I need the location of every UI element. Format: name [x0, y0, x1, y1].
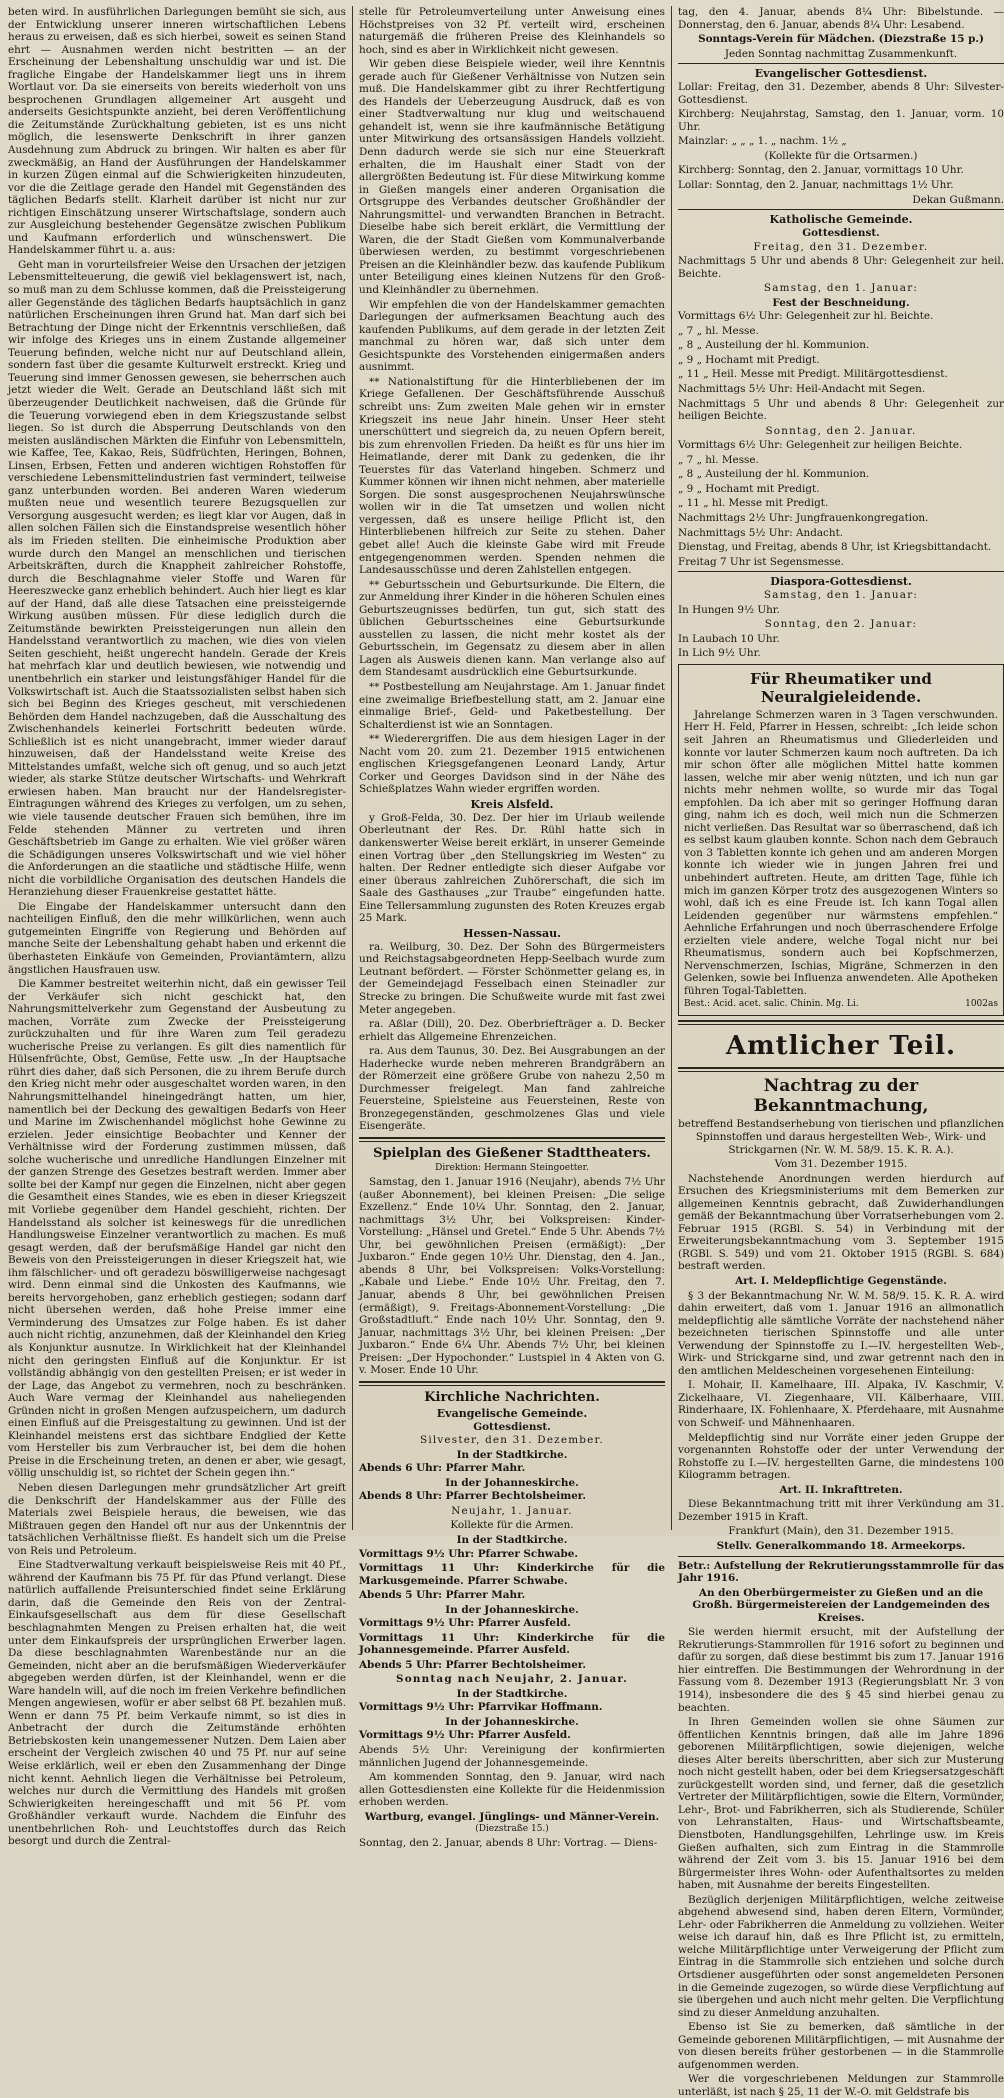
section-rule	[678, 1020, 1004, 1025]
article-paragraph: Wir empfehlen die von der Handelskammer gemachten Darlegungen der aufmerksamen Beachtung auch des kaufenden Publikums, auf dem gerade in der letzten Zeit manchmal zu hören war, daß sich unter dem Gesichtspunkte des Vorstehenden einigermaßen anders ausnimmt.	[359, 298, 665, 374]
announcement-paragraph: Bezüglich derjenigen Militärpflichtigen, welche zeitweise abgehend abwesend sind, haben deren Eltern, Vormünder, Lehr- oder Fabrikherren die Anmeldung zu vollziehen. Weiter weise ich darauf hin, daß es Ihre Pflicht ist, zu ermitteln, welche Militärpflichtige unter Verweigerung der Pflicht zum Eintrag in die Stammrolle sich entziehen und solche durch Ortsdiener ausgeführten oder sonst angemeldeten Personen in die Gemeinde zugezogen, so würde diese Verpflichtung auf sie übergehen und auch nicht mehr gelten. Die Verpflichtung sind zu dieser Anmeldung anzuhalten.	[678, 1893, 1004, 2019]
section-heading-kreis: Kreis Alsfeld.	[470, 797, 554, 811]
service-line: Vormittags 6½ Uhr: Gelegenheit zur hl. Beichte.	[678, 310, 934, 323]
column-3	[678, 6, 1004, 2098]
catholic-heading: Katholische Gemeinde.	[769, 213, 913, 227]
announcement-paragraph: I. Mohair, II. Kamelhaare, III. Alpaka, IV. Kaschmir, V. Zickelhaare, VI. Ziegenhaare, VII. Kälberhaare, VIII. Rinderhaare, IX. Fohlenhaare, X. Pferdehaare, mit Ausnahme von Schweif- und Mähnenhaaren.	[678, 1379, 1004, 1430]
news-item: ** Wiederergriffen. Die aus dem hiesigen Lager in der Nacht vom 20. zum 21. Dezember 1915 entwichenen englischen Kriegsgefangenen Leonard Landy, Artur Corker und Georges Davidson sind in der Nähe des Schießplatzes Wahn wieder ergriffen worden.	[359, 733, 665, 796]
news-item: ** Postbestellung am Neujahrstage. Am 1. Januar findet eine zweimalige Briefbestellung statt, am 2. Januar eine einmalige Brief-, Geld- und Paketbestellung. Der Schalterdienst ist wie an Sonntagen.	[359, 680, 665, 731]
ad-ingredients: Best.: Acid. acet. salic. Chinin. Mg. Li.	[684, 999, 859, 1010]
ad-headline: Für Rheumatiker und Neuralgieleidende.	[750, 669, 932, 706]
theater-heading: Spielplan des Gießener Stadttheaters.	[373, 1146, 651, 1162]
announcement-subtitle: betreffend Bestandserhebung von tierischen und pflanzlichen Spinnstoffen und daraus hergestellten Web-, Wirk- und Strickgarnen (Nr. W. M. 58/9. 15. K. R. A.).	[678, 1118, 1004, 1156]
theater-schedule: Samstag, den 1. Januar 1916 (Neujahr), abends 7½ Uhr (außer Abonnement), bei kleinen Preisen: „Die selige Exzellenz.“ Ende 10¼ Uhr. Sonntag, den 2. Januar, nachmittags 3½ Uhr, bei Volkspreisen: Kinder-Vorstellung: „Hänsel und Gretel.“ Ende 5 Uhr. Abends 7½ Uhr, bei gewöhnlichen Preisen (ermäßigt): „Der Juxbaron.“ Ende gegen 10½ Uhr. Dienstag, den 4. Jan., abends 8 Uhr, bei Volkspreisen: Volks-Vorstellung: „Kabale und Liebe.“ Ende 10½ Uhr. Freitag, den 7. Januar, abends 8 Uhr, bei gewöhnlichen Preisen (ermäßigt), 9. Freitags-Abonnement-Vorstellung: „Die Großstadtluft.“ Ende nach 10½ Uhr. Sonntag, den 9. Januar, nachmittags 3½ Uhr, bei kleinen Preisen: „Der Juxbaron.“ Ende 6¼ Uhr. Abends 7½ Uhr, bei kleinen Preisen: „Der Hypochonder.“ Lustspiel in 4 Akten von G. v. Moser. Ende 10 Uhr.	[359, 1176, 665, 1377]
section-rule	[359, 1137, 665, 1142]
announcement-paragraph: Ebenso ist Sie zu bemerken, daß sämtliche in der Gemeinde geborenen Militärpflichtigen, — mit Ausnahme der von diesen bereits früher gestorbenen — in die Stammrolle aufgenommen werden.	[678, 2021, 1004, 2071]
ad-body: Jahrelange Schmerzen waren in 3 Tagen verschwunden. Herr H. Feld, Pfarrer in Hessen, schreibt: „Ich leide schon seit Jahren an Rheumatismus und Gliederleiden und konnte vor lauter Schmerzen kaum noch auftreten. Da ich mir schon öfter alle möglichen Mittel hatte kommen lassen, welche mir aber wenig nützten, und ich nun gar nichts mehr nehmen wollte, so wurde mir das Togal empfohlen. Da ich aber mit so geringer Hoffnung daran ging, nahm ich es doch, weil mich nun die Schmerzen nicht verließen. Das Resultat war so überraschend, daß ich es selbst kaum glauben konnte. Schon nach dem Gebrauch von 3 Tabletten konnte ich gehen und am anderen Morgen konnte ich wieder wie in jungen Jahren frei und unbehindert auftreten. Heute, am dritten Tage, fühle ich mich im ganzen Körper trotz des ausgezogenen Winters so wohl, daß ich es eine Freude ist. Ich kann Togal allen Leidenden gegenüber nur wärmstens empfehlen.“ Aehnliche Erfahrungen und noch überraschendere Erfolge erzielten viele andere, welche Togal nicht nur bei Rheumatismus, sondern auch bei Kopfschmerzen, Nervenschmerzen, Ischias, Migräne, Schmerzen in den Gelenken, sowie bei Influenza anwendeten. Alle Apotheken führen Togal-Tabletten.	[684, 708, 998, 997]
section-rule	[678, 63, 1004, 64]
service-date: Neujahr, 1. Januar.	[451, 1504, 573, 1517]
signature: Dekan Gußmann.	[912, 193, 1004, 206]
service-line: Nachmittags 5½ Uhr: Heil-Andacht mit Segen.	[678, 383, 926, 396]
article-paragraph: Geht man in vorurteilsfreier Weise den Ursachen der jetzigen Lebensmittelteuerung, die gewiß viel beklagenswert ist, nach, so muß man zu dem Schlusse kommen, daß die Preissteigerung aller Gegenstände des täglichen Bedarfs hauptsächlich in ganz natürlichen Erscheinungen ihren Grund hat. Man darf sich bei Betrachtung der Dinge nicht der Erkenntnis verschließen, daß wir infolge des Krieges uns in einem Zustande allgemeiner Teuerung befinden, welche nicht nur auf Deutschland allein, sondern fast über die gesamte Kulturwelt erstreckt. Krieg und Teuerung sind immer Genossen gewesen, sie beherrschen auch jetzt wieder die Welt. Gerade an Deutschland läßt sich mit überzeugender Deutlichkeit nachweisen, daß die Gründe für die Teuerung vorwiegend eben in dem Kriegszustande selbst liegen. So ist durch die Absperrung Deutschlands von den meisten ausländischen Märkten die Einfuhr von Lebensmitteln, wie Kaffee, Tee, Kakao, Reis, Südfrüchten, Heringen, Bohnen, Linsen, Erbsen, Fetten und anderen wichtigen Rohstoffen für verschiedene Lebensmittelindustrien fast vermindert, teilweise ganz unterbunden worden. Bei anderen Waren wiederum mußten neue und wesentlich teurere Bezugsquellen zur Versorgung ausgesucht werden; es liegt klar vor Augen, daß in allen solchen Fällen sich die Einstandspreise wesentlich höher als im Frieden stellten. Die einheimische Produktion aber wurde durch den Mangel an menschlichen und tierischen Arbeitskräften, durch die Knappheit zahlreicher Rohstoffe, durch die Beschlagnahme vieler Stoffe und Waren für Heereszwecke ganz erheblich behindert. Auch hier liegt es klar auf der Hand, daß alle diese Tatsachen eine preissteigernde Wirkung ausüben müssen. Für diese lediglich durch die Zeitumstände bewirkten Preissteigerungen nun allein den Handelsstand verantwortlich zu machen, wie dies von vielen Seiten geschieht, heißt ungerecht handeln. Gerade der Kreis hat mehrfach klar und deutlich bewiesen, wie notwendig und unentbehrlich ein starker und leistungsfähiger Handel für die Volkswirtschaft ist. Auch die Staatssozialisten selbst haben sich sich bei Beginn des Krieges gescheut, mit verschiedenen Behörden dem Handel nachzugeben, daß die Ausschaltung des Zwischenhandels keinerlei Fortschritt bedeuten würde. Schließlich ist es nicht unangebracht, immer wieder darauf hinzuweisen, daß der Handelsstand weite Kreise des Mittelstandes umfaßt, welche sich oft genug, und so auch jetzt wieder, als starke Stütze deutscher Wirtschafts- und Wehrkraft erwiesen haben. Man braucht nur der Handelsregister-Eintragungen während des Krieges zu verfolgen, um zu sehen, wie viele tausende deutscher Frauen sich bemühen, ihre im Felde stehenden Männer zu vertreten und ihren Geschäftsbetrieb im Gange zu erhalten. Wie viel größer wären die Schädigungen unseres Volkswirtschaft und wie viel höher die Anforderungen an die staatliche und städtische Hilfe, wenn nicht die vorbildliche Organisation des deutschen Handels die Heranziehung dieser Frauenkreise gestattet hätte.	[8, 258, 346, 899]
service-line: Nachmittags 5 Uhr und abends 8 Uhr: Gelegenheit zur heiligen Beichte.	[678, 397, 1004, 423]
service-line: Abends 5 Uhr: Pfarrer Mahr.	[359, 1589, 526, 1602]
announcement-place-date: Frankfurt (Main), den 31. Dezember 1915.	[728, 1525, 954, 1538]
news-item: ** Geburtsschein und Geburtsurkunde. Die Eltern, die zur Anmeldung ihrer Kinder in die höheren Schulen eines Geburtszeugnisses bedürfen, tun gut, sich statt des üblichen Geburtsscheines eine Geburtsurkunde ausstellen zu lassen, die nicht mehr kostet als der Geburtsschein, im Gegensatz zu diesem aber in allen Lagen als Ausweis dienen kann. Man verlange also auf dem Standesamt ausdrücklich eine Geburtsurkunde.	[359, 578, 665, 679]
service-line: In Laubach 10 Uhr.	[678, 632, 780, 645]
church-name: In der Johanneskirche.	[445, 1476, 579, 1489]
service-date: Silvester, den 31. Dezember.	[420, 1434, 604, 1447]
service-date: Samstag, den 1. Januar:	[763, 282, 919, 295]
official-section-title: Amtlicher Teil.	[725, 1031, 957, 1062]
service-line: Vormittags 9½ Uhr: Pfarrer Ausfeld.	[359, 1617, 571, 1630]
announcement-paragraph: Sie werden hiermit ersucht, mit der Aufstellung der Rekrutierungs-Stammrollen für 1916 sofort zu beginnen und dafür zu sorgen, daß diese bestimmt bis zum 17. Januar 1916 hier eintreffen. Die Bestimmungen der Wehrordnung in der Fassung vom 8. Dezember 1913 (Regierungsblatt Nr. 3 von 1914), insbesondere die des § 45 sind hierbei genau zu beachten.	[678, 1626, 1004, 1714]
association-note: Jeden Sonntag nachmittag Zusammenkunft.	[724, 47, 958, 60]
service-line: Freitag 7 Uhr ist Segensmesse.	[678, 555, 844, 568]
diaspora-heading: Diaspora-Gottesdienst.	[770, 575, 912, 589]
section-heading-hessen: Hessen-Nassau.	[463, 926, 561, 940]
service-line: Lollar: Freitag, den 31. Dezember, abends 8 Uhr: Silvester-Gottesdienst.	[678, 81, 1004, 106]
service-line: Vormittags 9½ Uhr: Pfarrvikar Hoffmann.	[359, 1701, 603, 1714]
service-date: Sonntag, den 2. Januar:	[764, 618, 918, 631]
column-divider	[671, 6, 672, 1530]
news-item: ra. Aßlar (Dill), 20. Dez. Oberbriefträger a. D. Becker erhielt das Allgemeine Ehrenzeichen.	[359, 1018, 665, 1043]
announcement-paragraph: In Ihren Gemeinden wollen sie ohne Säumen zur öffentlichen Kenntnis bringen, daß alle im Jahre 1896 geborenen Militärpflichtigen, sowie diejenigen, welche dieses Alter bereits überschritten, aber sich zur Musterung noch nicht gestellt haben, oder bei dem Kriegsersatzgeschäft zurückgestellt worden sind, und ferner, daß die gesetzlich Vertreter der Militärpflichtigen, sowie die Eltern, Vormünder, Lehr-, Brot- und Fabrikherren, sich als Studierende, Schüler von Lehranstalten, Haus- und Wirtschaftsbeamte, Dienstboten, Handlungsgehilfen, Lehrlinge usw. im Kreis Gießen aufhalten, sich zum Eintrag in die Stammrolle während der Zeit vom 3. bis 15. Januar 1916 bei dem Bürgermeister ihres Wohn- oder Aufenthaltsortes zu melden haben, mit Ausnahme der bereits Eingestellten.	[678, 1716, 1004, 1892]
article-paragraph: Wir geben diese Beispiele wieder, weil ihre Kenntnis gerade auch für Gießener Verhältnisse von Nutzen sein muß. Die Handelskammer gibt zu ihrer Rechtfertigung des Handels der Ueberzeugung Ausdruck, daß es von einer Stadtverwaltung nur klug und weitschauend gehandelt ist, wenn sie ihre kaufmännische Betätigung unter Mitwirkung des ortsansässigen Handels vollzieht. Denn dadurch werde sie sich nur eine Steuerkraft erhalten, die im Haushalt einer Stadt von der allergrößten Bedeutung ist. Für diese Mitwirkung komme in Gießen mangels einer anderen Organisation die Ortsgruppe des Verbandes deutscher Großhändler der Nahrungsmittel- und verwandten Branchen in Betracht. Dieselbe habe sich bereit erklärt, die Vermittlung der Waren, die der Stadt Gießen vom Kommunalverbande überwiesen werden, zu bestimmt vorgeschriebenen Preisen an die Kleinhändler bezw. das kaufende Publikum unter Beteiligung eines kleinen Nutzens für den Groß- und Kleinhändler zu übernehmen.	[359, 58, 665, 297]
church-heading: Kirchliche Nachrichten.	[424, 1389, 600, 1405]
service-line: In Hungen 9½ Uhr.	[678, 603, 780, 616]
announcement-paragraph: Meldepflichtig sind nur Vorräte einer jeden Gruppe der vorgenannten Rohstoffe oder der unter Verwendung der Rohstoffe zu I.—IV. hergestellten Garne, die mindestens 100 Kilogramm betragen.	[678, 1431, 1004, 1482]
service-line: Kirchberg: Neujahrstag, Samstag, den 1. Januar, vorm. 10 Uhr.	[678, 108, 1004, 133]
service-line: Lollar: Sonntag, den 2. Januar, nachmittags 1½ Uhr.	[678, 179, 954, 192]
service-line: Mainzlar: „ „ „ 1. „ nachm. 1½ „	[678, 135, 847, 148]
news-item: ra. Aus dem Taunus, 30. Dez. Bei Ausgrabungen an der Haderhecke wurde neben mehreren Brandgräbern an der Römerzeit eine größere Grube von nahezu 2,50 m Durchmesser freigelegt. Man fand zahlreiche Feuersteine, Spielsteine aus Feuersteinen, Reste von Bronzegegenständen, geschmolzenes Glas und viele Eisengeräte.	[359, 1045, 665, 1133]
service-line: Abends 5 Uhr: Pfarrer Bechtolsheimer.	[359, 1658, 586, 1671]
column-1	[8, 6, 346, 1848]
column-divider	[352, 6, 353, 1530]
announcement-paragraph: Wer die vorgeschriebenen Meldungen zur Stammrolle unterläßt, ist nach § 25, 11 der W.-O. mit Geldstrafe bis	[678, 2073, 1004, 2098]
announcement-paragraph: § 3 der Bekanntmachung Nr. W. M. 58/9. 15. K. R. A. wird dahin erweitert, daß vom 1. Januar 1916 an allmonatlich meldepflichtig alle sämtliche Vorräte der nachstehend näher bezeichneten tierischen Spinnstoffe und alle unter Verwendung der Spinnstoffe zu I.—IV. hergestellten Web-, Wirk- und Strickgarne sind, und zwar getrennt nach den in den amtlichen Meldescheinen vorgesehenen Einteilung:	[678, 1289, 1004, 1377]
service-line: Dienstag, und Freitag, abends 8 Uhr, ist Kriegsbittandacht.	[678, 541, 992, 554]
section-rule	[359, 1381, 665, 1386]
article-heading: Art. II. Inkrafttreten.	[779, 1483, 903, 1496]
ad-footer	[684, 999, 998, 1010]
service-line: Abends 8 Uhr: Pfarrer Bechtolsheimer.	[359, 1490, 586, 1503]
announcement-date: Vom 31. Dezember 1915.	[774, 1158, 908, 1171]
article-paragraph: stelle für Petroleumverteilung unter Anweisung eines Höchstpreises von 32 Pf. verteilt wird, erscheinen naturgemäß die früheren Preise des Kleinhandels so hoch, sind es aber in Wirklichkeit nicht gewesen.	[359, 6, 665, 56]
church-name: In der Stadtkirche.	[456, 1687, 568, 1700]
addressee: An den Oberbürgermeister zu Gießen und an die Großh. Bürgermeistereien der Landgemeinden des Kreises.	[692, 1586, 990, 1624]
section-rule	[678, 209, 1004, 210]
service-line: „ 7 „ hl. Messe.	[678, 324, 759, 337]
service-date: Sonntag nach Neujahr, 2. Januar.	[396, 1673, 628, 1686]
association-heading: Wartburg, evangel. Jünglings- und Männer-Verein.	[364, 1810, 660, 1823]
service-line: Vormittags 6½ Uhr: Gelegenheit zur heiligen Beichte.	[678, 439, 963, 452]
article-heading: Art. I. Meldepflichtige Gegenstände.	[735, 1275, 947, 1288]
togal-advertisement	[678, 664, 1004, 1017]
service-line: Vormittags 9½ Uhr: Pfarrer Schwabe.	[359, 1547, 578, 1560]
service-date: Freitag, den 31. Dezember.	[753, 240, 929, 253]
news-item: y Groß-Felda, 30. Dez. Der hier im Urlaub weilende Oberleutnant der Res. Dr. Rühl hatte sich in dankenswerter Weise bereit erklärt, in unserer Gemeinde einen Vortrag über „den Stellungskrieg im Westen“ zu halten. Der Redner entledigte sich dieser Aufgabe vor einer überaus zahlreichen Zuhörerschaft, die sich im Saale des Gasthauses „zur Traube“ eingefunden hatte. Eine Tellersammlung zugunsten des Roten Kreuzes ergab 25 Mark.	[359, 811, 665, 925]
service-line: „ 8 „ Austeilung der hl. Kommunion.	[678, 468, 870, 481]
collection-note: (Kollekte für die Ortsarmen.)	[764, 149, 918, 162]
service-date: Sonntag, den 2. Januar.	[765, 424, 917, 437]
church-name: In der Stadtkirche.	[456, 1534, 568, 1547]
service-line: „ 7 „ hl. Messe.	[678, 453, 759, 466]
service-line: Abends 6 Uhr: Pfarrer Mahr.	[359, 1462, 526, 1475]
section-rule	[678, 1556, 1004, 1557]
collection-note: Kollekte für die Armen.	[450, 1519, 574, 1532]
service-line: „ 8 „ Austeilung der hl. Kommunion.	[678, 339, 870, 352]
association-schedule: Sonntag, den 2. Januar, abends 8 Uhr: Vortrag. — Diens-	[359, 1837, 658, 1850]
service-line: Vormittags 11 Uhr: Kinderkirche für die Johannesgemeinde. Pfarrer Ausfeld.	[359, 1631, 665, 1657]
article-paragraph: Die Eingabe der Handelskammer untersucht dann den nachteiligen Einfluß, den die mehr willkürlichen, wenn auch gutgemeinten Eingriffe von Regierung und Behörden auf manche Seite der Lebenshaltung gehabt haben und erkennt die überhasteten Einkäufe von Gemeinden, Proviantämtern, allzu ängstlichen Hausfrauen usw.	[8, 900, 346, 976]
theater-direction: Direktion: Hermann Steingoetter.	[435, 1163, 589, 1174]
announcement-paragraph: Diese Bekanntmachung tritt mit ihrer Verkündung am 31. Dezember 1915 in Kraft.	[678, 1498, 1004, 1523]
article-paragraph: Neben diesen Darlegungen mehr grundsätzlicher Art greift die Denkschrift der Handelskammer aus der Fülle des Materials zwei Beispiele heraus, die beweisen, wie das Mißtrauen gegen den Handel oft nur aus der Unkenntnis der tatsächlichen Verhältnisse fließt. Es handelt sich um die Preise von Reis und Petroleum.	[8, 1481, 346, 1557]
service-line: „ 11 „ Heil. Messe mit Predigt. Militärgottesdienst.	[678, 368, 948, 381]
collection-note: Am kommenden Sonntag, den 9. Januar, wird nach allen Gottesdiensten eine Kollekte für die Heidenmission erhoben werden.	[359, 1771, 665, 1809]
section-rule	[678, 571, 1004, 572]
column-2	[359, 6, 665, 1850]
article-paragraph: beten wird. In ausführlichen Darlegungen bemüht sie sich, aus der Entwicklung unserer inneren wirtschaftlichen Lebens heraus zu erweisen, daß es sich hierbei, soweit es seinen Stand ehrt — Ausnahmen werden nicht bestritten — an der Erscheinung der Lebenshaltung unschuldig war und ist. Die fragliche Eingabe der Handelskammer liegt uns in ihrem Wortlaut vor. Da sie einerseits von bereits wiederholt von uns besprochenen Grundlagen allgemeiner Art ausgeht und anderseits Gesichtspunkte anzieht, bei deren Veröffentlichung die Zeitumstände Zurückhaltung gebieten, ist es uns nicht möglich, die lesenswerte Denkschrift in ihrer ganzen Ausdehnung zum Abdruck zu bringen. Wir halten es aber für zweckmäßig, an Hand der Ausführungen der Handelskammer in kurzen Zügen einmal auf die Schwierigkeiten hinzudeuten, vor die die Zeitlage gerade den Handel mit Gegenständen des täglichen Bedarfs stellt. Klarheit darüber ist nicht nur zur richtigen Einschätzung unserer Wirtschaftslage, sondern auch zur Ausgleichung bestehender Gegensätze zwischen Publikum und Kaufmann erforderlich und wünschenswert. Die Handelskammer führt u. a. aus:	[8, 6, 346, 257]
article-paragraph: Die Kammer bestreitet weiterhin nicht, daß ein gewisser Teil der Verkäufer sich nicht geschickt hat, den Nahrungsmittelverkehr zum Gegenstand der Ausbeutung zu machen, Vorräte zum Zwecke der Preissteigerung zurückzuhalten und für ihre Waren zum Teil geradezu wucherische Preise zu verlangen. Es gilt dies namentlich für Hülsenfrüchte, Obst, Gemüse, Fette usw. „In der Hauptsache rührt dies daher, daß sich Personen, die zu ihrem Berufe durch den Krieg nicht mehr oder ausgeschaltet worden waren, in den Nahrungsmittelhandel hineingedrängt hatten, um hier, namentlich bei der Deckung des gewaltigen Bedarfs von Heer und Marine im Zwischenhandel möglichst hohe Gewinne zu erzielen. Jeder einsichtige Beobachter und Kenner der Verhältnisse wird der Forderung zustimmen müssen, daß solche wucherische und unredliche Handlungen Einzelner mit der ganzen Strenge des Gesetzes bestraft werden. Immer aber sollte bei der Kampf nur gegen die Einzelnen, nicht aber gegen die Gesamtheit eines Standes, wie es eben in dieser Kriegszeit mit Vorliebe gegenüber dem Handel geschieht, richten. Der Handelsstand als solcher ist keineswegs für die unredlichen Handlungsweise Einzelner verantwortlich zu machen. Es muß gesagt werden, daß der berufsmäßige Handel gar nicht den Beweis von den Preissteigerungen in dieser Kriegszeit hat, wie ihm fälschlicher- und oft geradezu böswilligerweise nachgesagt wird. Denn einmal sind die Unkosten des Kaufmanns, wie bereits hervorgehoben, ganz erheblich gestiegen; sodann darf nicht übersehen werden, daß hohe Preise immer eine Verminderung des Umsatzes zur Folge haben. Es ist daher auch nicht richtig, anzunehmen, daß der Kleinhandel den Krieg als Konjunktur ausnutze. In Wirklichkeit hat der Kleinhandel nicht den geringsten Einfluß auf die Konjunktur. Er ist vollständig abhängig von den gestellten Preisen; er ist weder in der Lage, das Angebot zu vermehren, noch zu beschränken. Auch Ware vermag der Kleinhandel aus naheliegenden Gründen nicht in großen Mengen aufzuspeichern, um dadurch einen Einfluß auf die Preisgestaltung zu gewinnen. Und ist der Kleinhandel meistens erst das sichtbare Endglied der Kette vom Hersteller bis zum Verbraucher ist, bei dem die hohen Preise in die Erscheinung treten, an denen er aber, wie gesagt, völlig unschuldig ist, so richtet der Schein gegen ihn.“	[8, 978, 346, 1480]
service-line: Kirchberg: Sonntag, den 2. Januar, vormittags 10 Uhr.	[678, 164, 964, 177]
service-line: „ 9 „ Hochamt mit Predigt.	[678, 353, 820, 366]
service-line: „ 9 „ Hochamt mit Predigt.	[678, 482, 820, 495]
church-name: In der Johanneskirche.	[445, 1715, 579, 1728]
association-address: (Diezstraße 15.)	[475, 1824, 549, 1835]
service-line: Nachmittags 5 Uhr und abends 8 Uhr: Gelegenheit zur heil. Beichte.	[678, 255, 1004, 280]
feast-name: Fest der Beschneidung.	[772, 296, 910, 309]
service-line: Vormittags 11 Uhr: Kinderkirche für die Markusgemeinde. Pfarrer Schwabe.	[359, 1562, 665, 1587]
service-date: Samstag, den 1. Januar:	[763, 589, 919, 602]
service-line: Abends 5½ Uhr: Vereinigung der konfirmierten männlichen Jugend der Johannesgemeinde.	[359, 1744, 665, 1769]
service-line: Nachmittags 2½ Uhr: Jungfrauenkongregation.	[678, 511, 929, 524]
announcement-paragraph: Nachstehende Anordnungen werden hierdurch auf Ersuchen des Kriegsministeriums mit dem Bemerken zur allgemeinen Kenntnis gebracht, daß Zuwiderhandlungen gemäß der Bekanntmachung über Vorratserhebungen vom 2. Februar 1915 (RGBl. S. 54) in Verbindung mit der Erweiterungsbekanntmachung vom 3. September 1915 (RGBl. S. 549) und vom 21. Oktober 1915 (RGBl. S. 684) bestraft werden.	[678, 1172, 1004, 1273]
service-line: Nachmittags 5½ Uhr: Andacht.	[678, 526, 844, 539]
association-heading: Sonntags-Verein für Mädchen. (Diezstraße 15 p.)	[698, 33, 984, 46]
association-schedule: tag, den 4. Januar, abends 8¼ Uhr: Bibelstunde. — Donnerstag, den 6. Januar, abends 8¼ Uhr: Lesabend.	[678, 6, 1004, 31]
evangelical-service-heading: Evangelischer Gottesdienst.	[754, 67, 928, 81]
section-rule	[678, 1067, 1004, 1072]
announcement-title: Nachtrag zu der Bekanntmachung,	[753, 1076, 929, 1117]
service-line: In Lich 9½ Uhr.	[678, 647, 761, 660]
evangelical-heading: Evangelische Gemeinde.	[436, 1406, 588, 1420]
ad-code: 1002as	[965, 999, 998, 1010]
service-line: „ 11 „ hl. Messe mit Predigt.	[678, 497, 829, 510]
announcement-issuer: Stellv. Generalkommando 18. Armeekorps.	[716, 1539, 966, 1552]
article-paragraph: Eine Stadtverwaltung verkauft beispielsweise Reis mit 40 Pf., während der Kaufmann bis 75 Pf. für das Pfund verlangt. Diese natürlich auffallende Preisunterschied findet seine Erklärung darin, daß die Gemeinde den Reis von der Zentral-Einkaufsgesellschaft aus dem für diese Gesellschaft beschlagnahmten Mengen zu Preisen erhalten hat, die weit unter dem Einkaufspreis der ursprünglichen Erwerber lagen. Da diese beschlagnahmten Warenbestände nur an die Gemeinden, nicht aber an die berufsmäßigen Wiederverkäufer abgegeben werden dürfen, ist der Kleinhandel, wenn er die Ware handeln will, auf die noch im freien Verkehre befindlichen Mengen angewiesen, wofür er aber selbst 68 Pf. bezahlen muß. Wenn er dann 75 Pf. beim Verkaufe nimmt, so ist dies in Anbetracht der durch die Zeitumstände erhöhten Betriebskosten kein unangemessener Nutzen. Dem Laien aber erscheint der Vergleich zwischen 40 und 75 Pf. nur auf seine Weise erklärlich, weil er eben den Zusammenhang der Dinge nicht kennt. Aehnlich liegen die Verhältnisse bei Petroleum, welches nur durch die Vermittlung des Handels mit großen Schwierigkeiten hereingeschafft und mit 56 Pf. vom Großhändler verkauft wurde. Nachdem die Einfuhr des unentbehrlichen Roh- und Leuchtstoffes durch das Reich besorgt und durch die Zentral-	[8, 1559, 346, 1848]
church-name: In der Johanneskirche.	[445, 1603, 579, 1616]
service-subheading: Gottesdienst.	[802, 227, 880, 240]
church-name: In der Stadtkirche.	[456, 1448, 568, 1461]
subject-line: Betr.: Aufstellung der Rekrutierungsstammrolle für das Jahr 1916.	[678, 1559, 1004, 1585]
news-item: ** Nationalstiftung für die Hinterbliebenen der im Kriege Gefallenen. Der Geschäftsführende Ausschuß schreibt uns: Zum zweiten Male gehen wir in ernster Kriegszeit ins neue Jahr hinein. Unser Heer steht unerschüttert und siegreich da, zu neuen Opfern bereit, bis zum ehrenvollen Frieden. Da heißt es für uns hier im Heimatlande, derer mit Dank zu gedenken, die ihr Teuerstes für das Vaterland hingeben. Schmerz und Kummer können wir ihnen nicht nehmen, aber materielle Sorgen. Die sonst ausgesprochenen Neujahrswünsche wollen wir in die Tat umsetzen und wollen nicht vergessen, daß es unsere heilige Pflicht ist, den Hinterbliebenen hilfreich zur Seite zu stehen. Daher gebet alle! Auch die kleinste Gabe wird mit Freude entgegengenommen werden. Spenden nehmen die Landesausschüsse und deren Zahlstellen entgegen.	[359, 375, 665, 577]
service-line: Vormittags 9½ Uhr: Pfarrer Ausfeld.	[359, 1729, 571, 1742]
service-subheading: Gottesdienst.	[473, 1420, 551, 1433]
news-item: ra. Weilburg, 30. Dez. Der Sohn des Bürgermeisters und Reichstagsabgeordneten Hepp-Seelbach wurde zum Leutnant befördert. — Förster Schönmetter gelang es, in der Gemeindejagd Fesselbach einen Steinadler zur Strecke zu bringen. Die Schußweite wurde mit fast zwei Meter angegeben.	[359, 940, 665, 1016]
